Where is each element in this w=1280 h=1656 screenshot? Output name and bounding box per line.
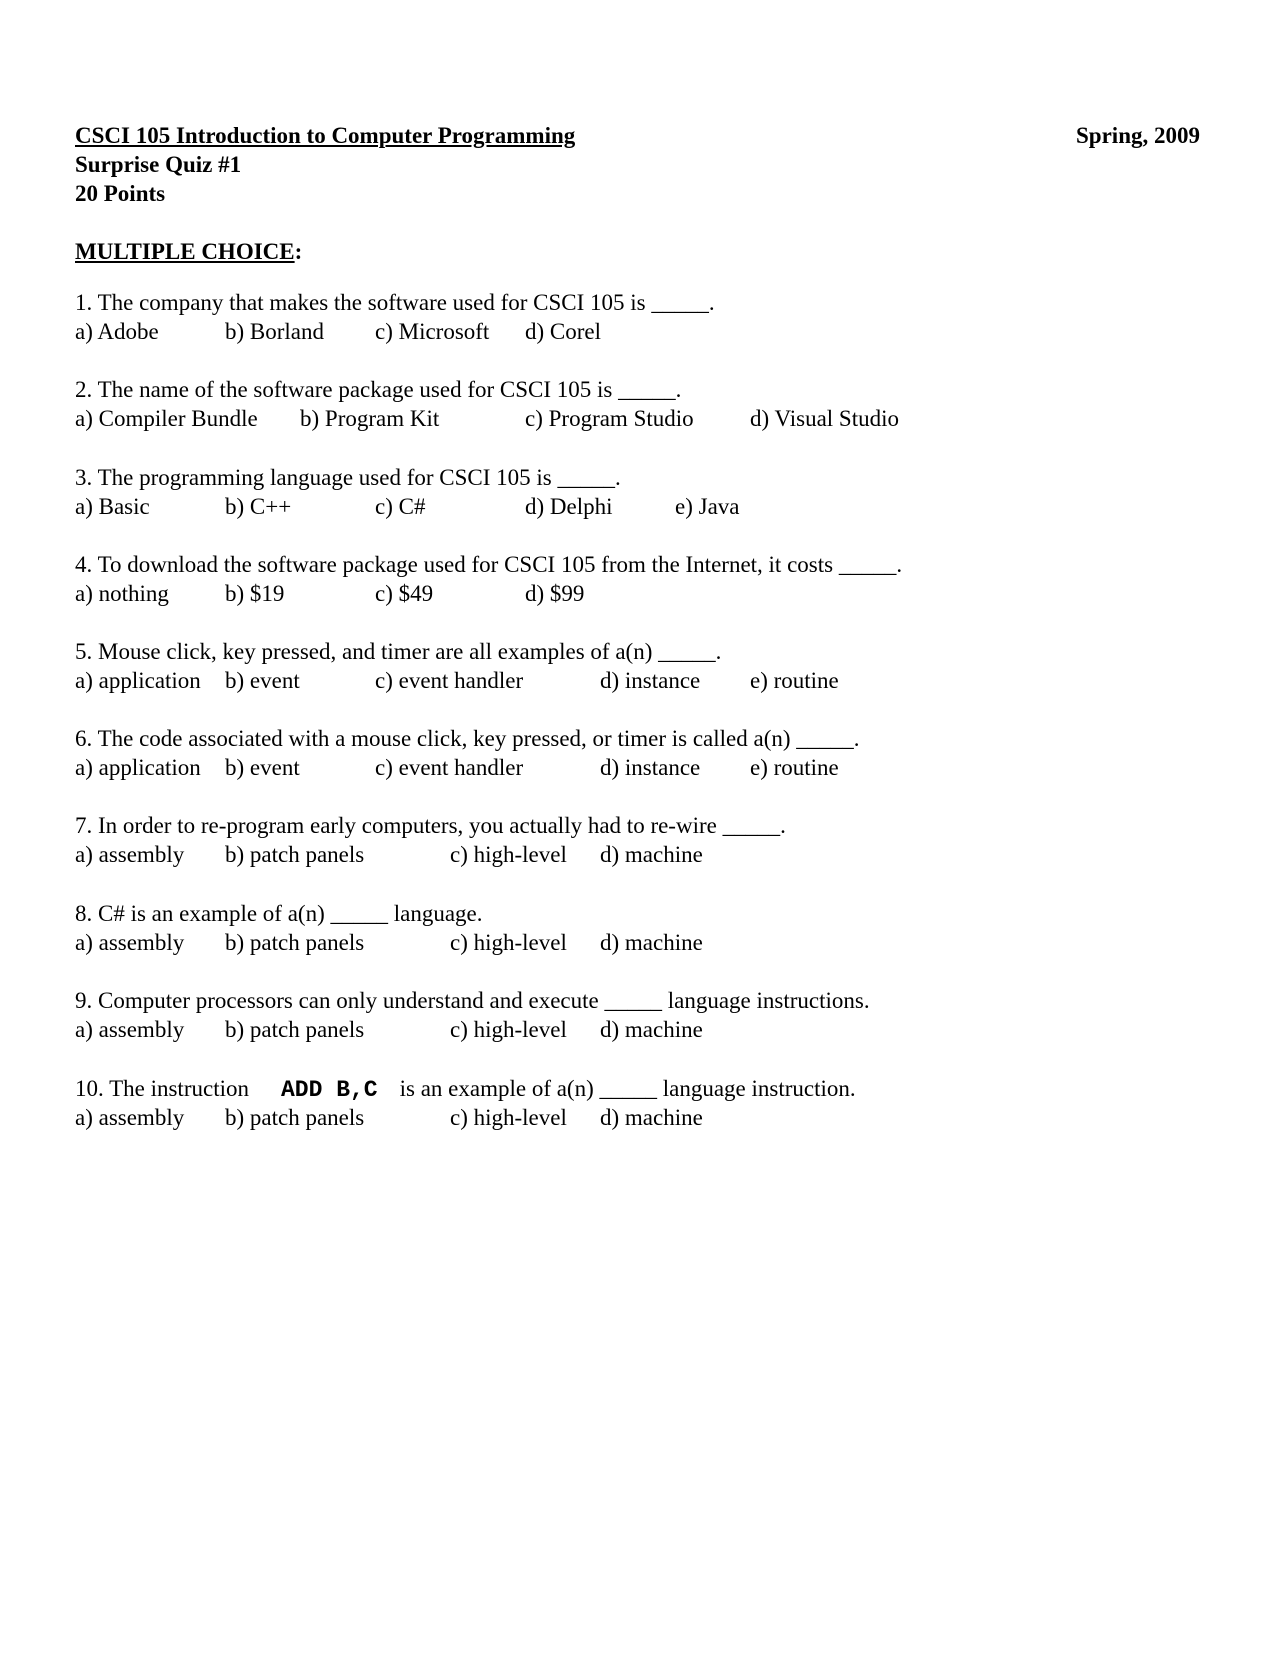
option-b: b) patch panels [225, 842, 365, 867]
question-7 [75, 811, 786, 869]
option-b: b) Program Kit [300, 406, 440, 431]
question-options [75, 840, 786, 869]
option-c: c) $49 [375, 581, 434, 606]
option-a: a) assembly [75, 842, 185, 867]
option-a: a) application [75, 668, 201, 693]
question-5 [75, 637, 839, 695]
question-stem: 2. The name of the software package used for CSCI 105 is _____. [75, 377, 682, 402]
option-b: b) Borland [225, 319, 325, 344]
option-c: c) high-level [450, 1105, 567, 1130]
option-c: c) event handler [375, 755, 524, 780]
option-b: b) event [225, 755, 300, 780]
option-c: c) high-level [450, 1017, 567, 1042]
question-10 [75, 1074, 856, 1132]
option-d: d) machine [600, 930, 703, 955]
option-c: c) C# [375, 494, 426, 519]
course-title: CSCI 105 Introduction to Computer Programming [75, 123, 576, 148]
question-2 [75, 375, 899, 433]
option-e: e) routine [750, 755, 839, 780]
question-options [75, 492, 740, 521]
question-options [75, 666, 839, 695]
option-d: d) Visual Studio [750, 406, 899, 431]
option-d: d) machine [600, 1105, 703, 1130]
option-a: a) assembly [75, 930, 185, 955]
question-options [75, 404, 899, 433]
question-stem: 3. The programming language used for CSCI 105 is _____. [75, 465, 621, 490]
code-snippet: ADD B,C [280, 1077, 378, 1103]
question-stem: 5. Mouse click, key pressed, and timer are all examples of a(n) _____. [75, 639, 722, 664]
course-title-line [75, 121, 1200, 150]
option-d: d) instance [600, 755, 701, 780]
question-8 [75, 899, 703, 957]
quiz-points: 20 Points [75, 181, 166, 206]
option-d: d) $99 [525, 581, 585, 606]
quiz-title: Surprise Quiz #1 [75, 152, 242, 177]
option-b: b) $19 [225, 581, 285, 606]
question-stem [75, 1074, 856, 1103]
option-a: a) assembly [75, 1017, 185, 1042]
option-c: c) event handler [375, 668, 524, 693]
option-d: d) instance [600, 668, 701, 693]
section-colon: : [294, 239, 303, 264]
question-4 [75, 550, 902, 608]
option-b: b) patch panels [225, 1105, 365, 1130]
question-options [75, 1103, 856, 1132]
option-a: a) assembly [75, 1105, 185, 1130]
option-c: c) high-level [450, 930, 567, 955]
option-b: b) patch panels [225, 1017, 365, 1042]
question-3 [75, 463, 740, 521]
question-stem: 7. In order to re-program early computers, you actually had to re-wire _____. [75, 813, 786, 838]
question-6 [75, 724, 860, 782]
option-e: e) Java [675, 494, 740, 519]
term-label: Spring, 2009 [1076, 123, 1200, 148]
section-title: MULTIPLE CHOICE [75, 239, 295, 264]
option-a: a) application [75, 755, 201, 780]
option-a: a) Basic [75, 494, 150, 519]
question-options [75, 753, 860, 782]
option-a: a) Adobe [75, 319, 159, 344]
option-c: c) Program Studio [525, 406, 694, 431]
question-options [75, 928, 703, 957]
question-stem: 4. To download the software package used for CSCI 105 from the Internet, it costs _____. [75, 552, 903, 577]
option-d: d) Delphi [525, 494, 613, 519]
option-a: a) Compiler Bundle [75, 406, 258, 431]
question-options [75, 579, 902, 608]
option-a: a) nothing [75, 581, 169, 606]
question-stem: 9. Computer processors can only understand and execute _____ language instructions. [75, 988, 870, 1013]
option-b: b) event [225, 668, 300, 693]
question-stem: 8. C# is an example of a(n) _____ language. [75, 901, 483, 926]
section-heading [75, 237, 302, 266]
option-b: b) patch panels [225, 930, 365, 955]
question-stem: 1. The company that makes the software used for CSCI 105 is _____. [75, 290, 715, 315]
option-d: d) machine [600, 842, 703, 867]
option-d: d) Corel [525, 319, 602, 344]
question-stem: 6. The code associated with a mouse click, key pressed, or timer is called a(n) _____. [75, 726, 860, 751]
option-d: d) machine [600, 1017, 703, 1042]
question-stem-suffix: is an example of a(n) _____ language instruction. [399, 1076, 856, 1101]
option-c: c) Microsoft [375, 319, 490, 344]
question-stem-prefix: 10. The instruction [75, 1076, 249, 1101]
option-b: b) C++ [225, 494, 292, 519]
option-e: e) routine [750, 668, 839, 693]
question-options [75, 1015, 870, 1044]
question-options [75, 317, 715, 346]
question-1 [75, 288, 715, 346]
option-c: c) high-level [450, 842, 567, 867]
question-9 [75, 986, 870, 1044]
